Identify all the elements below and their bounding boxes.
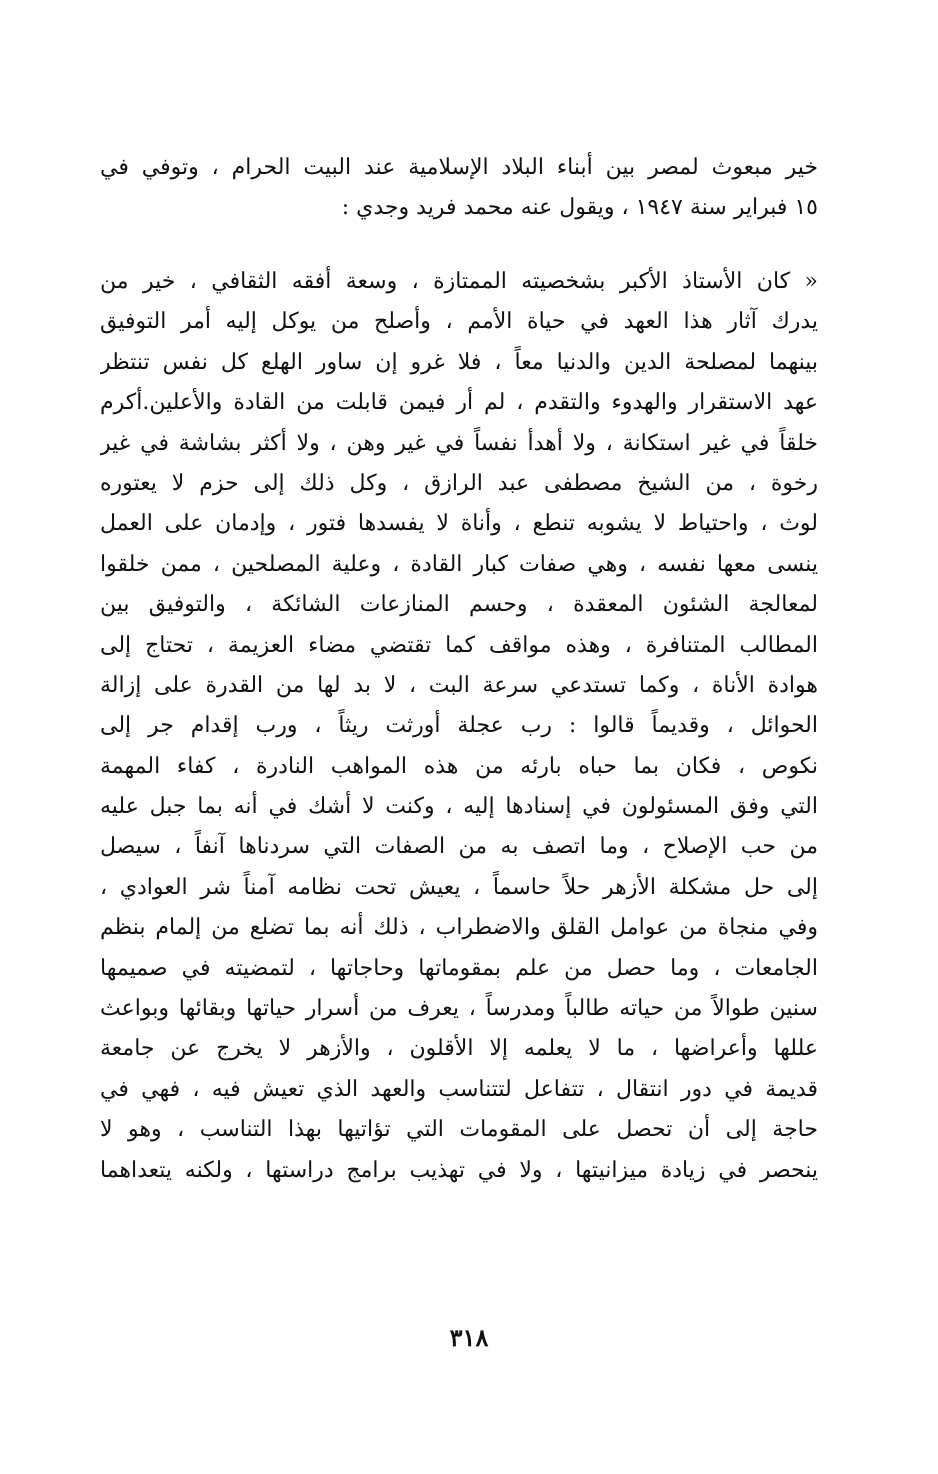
- text-line: عهد الاستقرار والهدوء والتقدم ، لم أر فيمن قابلت من القادة والأعلين.أكرم: [100, 390, 818, 416]
- text-line: يدرك آثار هذا العهد في حياة الأمم ، وأصلح من يوكل إليه أمر التوفيق: [100, 309, 818, 335]
- text-line: حاجة إلى أن تحصل على المقومات التي تؤاتيها بهذا التناسب ، وهو لا: [100, 1117, 818, 1143]
- quotation-paragraph: [100, 262, 818, 1191]
- text-line: رخوة ، من الشيخ مصطفى عبد الرازق ، وكل ذلك إلى حزم لا يعتوره: [100, 470, 818, 496]
- text-line: هوادة الأناة ، وكما تستدعي سرعة البت ، لا بد لها من القدرة على إزالة: [100, 672, 818, 698]
- text-line: سنين طوالاً من حياته طالباً ومدرساً ، يعرف من أسرار حياتها وبقائها وبواعث: [100, 996, 818, 1022]
- text-line: الحوائل ، وقديماً قالوا : رب عجلة أورثت ريثاً ، ورب إقدام جر إلى: [100, 713, 818, 739]
- text-line: ١٥ فبراير سنة ١٩٤٧ ، ويقول عنه محمد فريد وجدي :: [341, 195, 818, 221]
- text-line: وفي منجاة من عوامل القلق والاضطراب ، ذلك أنه بما تضلع من إلمام بنظم: [100, 915, 818, 941]
- text-line: ينحصر في زيادة ميزانيتها ، ولا في تهذيب برامج دراستها ، ولكنه يتعداهما: [100, 1157, 818, 1183]
- text-line: نكوص ، فكان بما حباه بارئه من هذه المواهب النادرة ، كفاء المهمة: [100, 753, 818, 779]
- text-line: إلى حل مشكلة الأزهر حلاً حاسماً ، يعيش تحت نظامه آمناً شر العوادي ،: [100, 874, 818, 900]
- text-line: لوث ، واحتياط لا يشوبه تنطع ، وأناة لا يفسدها فتور ، وإدمان على العمل: [100, 511, 818, 537]
- text-line: « كان الأستاذ الأكبر بشخصيته الممتازة ، وسعة أفقه الثقافي ، خير من: [100, 269, 818, 294]
- text-line: قديمة في دور انتقال ، تتفاعل لتتناسب والعهد الذي تعيش فيه ، فهي في: [100, 1076, 818, 1102]
- text-line: لمعالجة الشئون المعقدة ، وحسم المنازعات الشائكة ، والتوفيق بين: [100, 592, 818, 618]
- intro-paragraph: [100, 148, 818, 229]
- text-line: خير مبعوث لمصر بين أبناء البلاد الإسلامية عند البيت الحرام ، وتوفي في: [100, 155, 818, 180]
- text-line: بينهما لمصلحة الدين والدنيا معاً ، فلا غرو إن ساور الهلع كل نفس تنتظر: [100, 349, 818, 375]
- text-line: المطالب المتنافرة ، وهذه مواقف كما تقتضي مضاء العزيمة ، تحتاج إلى: [100, 632, 818, 658]
- text-line: عللها وأعراضها ، ما لا يعلمه إلا الأقلون ، والأزهر لا يخرج عن جامعة: [100, 1036, 818, 1062]
- text-line: الجامعات ، وما حصل من علم بمقوماتها وحاجاتها ، لتمضيته في صميمها: [100, 955, 818, 981]
- text-line: ينسى معها نفسه ، وهي صفات كبار القادة ، وعلية المصلحين ، ممن خلقوا: [100, 551, 818, 577]
- text-line: خلقاً في غير استكانة ، ولا أهدأ نفساً في غير وهن ، ولا أكثر بشاشة في غير: [100, 430, 818, 456]
- page-number: ٣١٨: [449, 1323, 489, 1352]
- text-line: التي وفق المسئولون في إسنادها إليه ، وكنت لا أشك في أنه بما جبل عليه: [100, 794, 818, 820]
- text-line: من حب الإصلاح ، وما اتصف به من الصفات التي سردناها آنفاً ، سيصل: [100, 834, 818, 860]
